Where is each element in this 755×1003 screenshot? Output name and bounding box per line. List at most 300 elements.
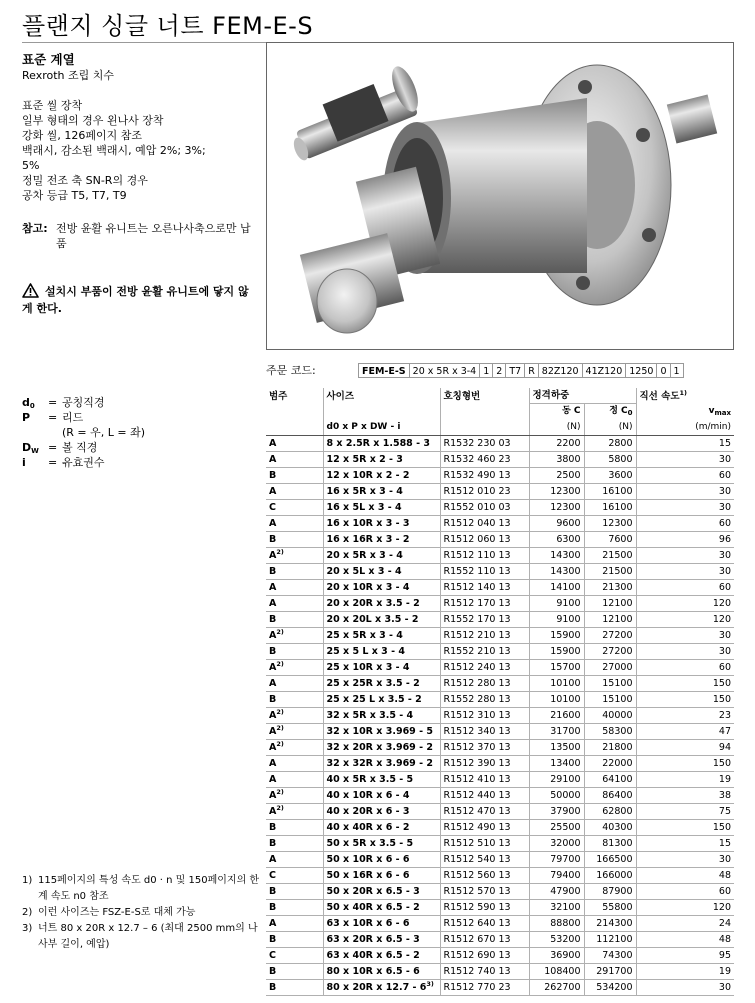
cell-size: 50 x 5R x 3.5 - 5	[326, 837, 414, 849]
cell-size: 8 x 2.5R x 1.588 - 3	[326, 437, 430, 449]
cell-dynamic-load: 36900	[550, 949, 581, 961]
feature-item: 백래시, 감소된 백래시, 예압 2%; 3%;	[22, 144, 206, 157]
cell-static-load: 21500	[602, 565, 633, 577]
order-code-cell: 20 x 5R x 3-4	[409, 363, 480, 378]
cell-dynamic-load: 13400	[550, 757, 581, 769]
cell-speed: 94	[718, 741, 731, 753]
cell-static-load: 74300	[602, 949, 633, 961]
cell-type: B	[269, 645, 277, 657]
table-row	[266, 755, 734, 771]
table-row	[266, 899, 734, 915]
cell-part-number: R1512 040 13	[443, 517, 511, 529]
legend-row	[22, 425, 145, 440]
cell-speed: 150	[712, 757, 731, 769]
cell-static-load: 27000	[602, 661, 633, 673]
cell-speed: 48	[718, 869, 731, 881]
cell-type: A	[269, 725, 277, 737]
cell-part-number: R1512 770 23	[443, 981, 511, 993]
cell-size: 20 x 10R x 3 - 4	[326, 581, 410, 593]
table-row	[266, 483, 734, 499]
table-row	[266, 787, 734, 803]
feature-item: 정밀 전조 축 SN-R의 경우	[22, 174, 148, 187]
cell-speed: 120	[712, 613, 731, 625]
cell-dynamic-load: 10100	[550, 677, 581, 689]
cell-size: 25 x 25R x 3.5 - 2	[326, 677, 420, 689]
cell-size: 16 x 5R x 3 - 4	[326, 485, 403, 497]
table-row	[266, 947, 734, 963]
footnote-number: 3)	[22, 923, 33, 934]
cell-part-number: R1512 240 13	[443, 661, 511, 673]
legend-symbol: P	[22, 411, 31, 424]
order-code-cell: 2	[492, 363, 505, 378]
cell-part-number: R1552 280 13	[443, 693, 511, 705]
cell-dynamic-load: 32000	[550, 837, 581, 849]
cell-static-load: 16100	[602, 501, 633, 513]
legend-subscript: 0	[29, 402, 35, 410]
cell-part-number: R1532 460 23	[443, 453, 511, 465]
cell-dynamic-load: 50000	[550, 789, 581, 801]
table-row	[266, 771, 734, 787]
note-label: 참고:	[22, 222, 48, 235]
cell-type-footnote: 2)	[276, 707, 284, 716]
spec-table	[266, 388, 734, 996]
legend-symbol: i	[22, 456, 26, 469]
header-vmax-sub: max	[714, 409, 731, 418]
cell-size: 63 x 20R x 6.5 - 3	[326, 933, 420, 945]
cell-type: A	[269, 437, 277, 449]
order-code-cell: T7	[505, 363, 524, 378]
cell-type: A	[269, 597, 277, 609]
cell-speed: 30	[718, 853, 731, 865]
cell-dynamic-load: 31700	[550, 725, 581, 737]
cell-dynamic-load: 79400	[550, 869, 581, 881]
cell-type: B	[269, 533, 277, 545]
cell-speed: 96	[718, 533, 731, 545]
cell-speed: 19	[718, 965, 731, 977]
order-code-cell: 1	[670, 363, 684, 378]
legend-desc: 리드	[62, 411, 84, 424]
order-code-cell: 1250	[625, 363, 656, 378]
cell-type-footnote: 2)	[276, 723, 284, 732]
cell-part-number: R1512 340 13	[443, 725, 511, 737]
cell-speed: 120	[712, 901, 731, 913]
cell-size: 25 x 10R x 3 - 4	[326, 661, 410, 673]
cell-speed: 60	[718, 885, 731, 897]
cell-speed: 24	[718, 917, 731, 929]
cell-part-number: R1512 010 23	[443, 485, 511, 497]
cell-part-number: R1532 490 13	[443, 469, 511, 481]
legend-symbol: d	[22, 396, 30, 409]
cell-part-number: R1512 140 13	[443, 581, 511, 593]
cell-type: B	[269, 821, 277, 833]
feature-list	[22, 98, 254, 203]
legend-equals: =	[48, 456, 58, 469]
cell-speed: 60	[718, 517, 731, 529]
cell-part-number: R1532 230 03	[443, 437, 511, 449]
cell-dynamic-load: 2200	[556, 437, 581, 449]
cell-speed: 150	[712, 693, 731, 705]
cell-size: 32 x 5R x 3.5 - 4	[326, 709, 414, 721]
cell-static-load: 291700	[596, 965, 633, 977]
cell-static-load: 58300	[602, 725, 633, 737]
cell-static-load: 62800	[602, 805, 633, 817]
cell-speed: 75	[718, 805, 731, 817]
cell-type: A	[269, 453, 277, 465]
cell-part-number: R1512 540 13	[443, 853, 511, 865]
table-row	[266, 835, 734, 851]
cell-size: 12 x 5R x 2 - 3	[326, 453, 403, 465]
cell-size: 16 x 10R x 3 - 3	[326, 517, 410, 529]
cell-dynamic-load: 15900	[550, 629, 581, 641]
order-code	[266, 362, 684, 378]
cell-dynamic-load: 25500	[550, 821, 581, 833]
cell-static-load: 40000	[602, 709, 633, 721]
cell-static-load: 112100	[596, 933, 633, 945]
cell-type: C	[269, 869, 276, 881]
legend-row	[22, 455, 145, 470]
cell-speed: 19	[718, 773, 731, 785]
cell-part-number: R1512 110 13	[443, 549, 511, 561]
cell-size: 32 x 10R x 3.969 - 5	[326, 725, 433, 737]
spec-table-body	[266, 435, 734, 995]
cell-type: A	[269, 741, 277, 753]
cell-type: A	[269, 661, 277, 673]
cell-dynamic-load: 9600	[556, 517, 581, 529]
header-load-rating: 정격하중	[529, 388, 636, 404]
header-unit-static: (N)	[584, 419, 636, 435]
cell-speed: 30	[718, 453, 731, 465]
cell-dynamic-load: 9100	[556, 597, 581, 609]
cell-dynamic-load: 2500	[556, 469, 581, 481]
cell-part-number: R1512 590 13	[443, 901, 511, 913]
cell-static-load: 21500	[602, 549, 633, 561]
cell-dynamic-load: 262700	[544, 981, 581, 993]
feature-item: 일부 형태의 경우 왼나사 장착	[22, 114, 164, 127]
cell-size: 40 x 20R x 6 - 3	[326, 805, 410, 817]
cell-size-footnote: 3)	[426, 979, 434, 988]
cell-dynamic-load: 14300	[550, 549, 581, 561]
cell-static-load: 534200	[596, 981, 633, 993]
cell-part-number: R1552 010 03	[443, 501, 511, 513]
cell-part-number: R1512 060 13	[443, 533, 511, 545]
section-title: 표준 계열	[22, 52, 75, 67]
cell-type-footnote: 2)	[276, 787, 284, 796]
table-row	[266, 963, 734, 979]
page-title: 플랜지 싱글 너트 FEM-E-S	[22, 12, 314, 40]
cell-type-footnote: 2)	[276, 659, 284, 668]
cell-type: B	[269, 837, 277, 849]
legend-desc: 공칭직경	[62, 396, 105, 409]
footnote-number: 1)	[22, 875, 33, 886]
cell-size: 63 x 10R x 6 - 6	[326, 917, 410, 929]
order-code-cell: 41Z120	[582, 363, 626, 378]
cell-dynamic-load: 53200	[550, 933, 581, 945]
cell-type: B	[269, 613, 277, 625]
cell-size: 32 x 20R x 3.969 - 2	[326, 741, 433, 753]
cell-static-load: 166000	[596, 869, 633, 881]
legend-equals: =	[48, 411, 58, 424]
cell-size: 32 x 32R x 3.969 - 2	[326, 757, 433, 769]
cell-size: 25 x 5 L x 3 - 4	[326, 645, 405, 657]
order-code-cell: 0	[656, 363, 669, 378]
cell-dynamic-load: 13500	[550, 741, 581, 753]
cell-part-number: R1512 370 13	[443, 741, 511, 753]
cell-speed: 60	[718, 469, 731, 481]
legend-row	[22, 395, 145, 410]
cell-type: A	[269, 805, 277, 817]
cell-type: A	[269, 677, 277, 689]
cell-dynamic-load: 32100	[550, 901, 581, 913]
footnote-text: 너트 80 x 20R x 12.7 – 6 (최대 2500 mm의 나사부 길이, 예압)	[38, 923, 258, 950]
cell-type: B	[269, 469, 277, 481]
order-code-cell: 82Z120	[538, 363, 582, 378]
table-row	[266, 531, 734, 547]
cell-static-load: 21800	[602, 741, 633, 753]
cell-static-load: 5800	[608, 453, 633, 465]
cell-static-load: 7600	[608, 533, 633, 545]
cell-type: A	[269, 853, 277, 865]
cell-size: 20 x 20R x 3.5 - 2	[326, 597, 420, 609]
legend-symbol: D	[22, 441, 32, 454]
cell-part-number: R1512 740 13	[443, 965, 511, 977]
header-static-load: 정 C	[609, 406, 628, 417]
cell-type: B	[269, 693, 277, 705]
cell-dynamic-load: 6300	[556, 533, 581, 545]
cell-type-footnote: 2)	[276, 803, 284, 812]
cell-static-load: 12100	[602, 597, 633, 609]
cell-dynamic-load: 37900	[550, 805, 581, 817]
cell-dynamic-load: 9100	[556, 613, 581, 625]
header-part-number: 호칭형번	[440, 388, 529, 404]
cell-size: 80 x 20R x 12.7 - 6	[326, 981, 427, 993]
cell-part-number: R1552 170 13	[443, 613, 511, 625]
cell-dynamic-load: 21600	[550, 709, 581, 721]
table-row	[266, 467, 734, 483]
table-row	[266, 547, 734, 563]
table-row	[266, 931, 734, 947]
cell-part-number: R1512 310 13	[443, 709, 511, 721]
cell-dynamic-load: 88800	[550, 917, 581, 929]
ball-screw-nut-illustration	[267, 43, 734, 350]
cell-part-number: R1512 470 13	[443, 805, 511, 817]
cell-static-load: 27200	[602, 629, 633, 641]
warning-text: 설치시 부품이 전방 윤활 유니트에 닿지 않게 한다.	[22, 285, 249, 315]
cell-type: A	[269, 917, 277, 929]
cell-type: B	[269, 885, 277, 897]
cell-part-number: R1512 280 13	[443, 677, 511, 689]
cell-speed: 38	[718, 789, 731, 801]
header-unit-speed: (m/min)	[636, 419, 734, 435]
table-row	[266, 867, 734, 883]
cell-dynamic-load: 108400	[544, 965, 581, 977]
note-text: 전방 윤활 유니트는 오른나사축으로만 납품	[56, 222, 251, 250]
cell-type-footnote: 2)	[276, 739, 284, 748]
cell-type: A	[269, 789, 277, 801]
header-size-formula: d0 x P x DW - i	[323, 419, 440, 435]
table-row	[266, 707, 734, 723]
product-image	[266, 42, 734, 350]
cell-speed: 15	[718, 837, 731, 849]
cell-size: 50 x 10R x 6 - 6	[326, 853, 410, 865]
cell-type: A	[269, 709, 277, 721]
header-unit-dynamic: (N)	[529, 419, 584, 435]
table-row	[266, 851, 734, 867]
cell-size: 16 x 16R x 3 - 2	[326, 533, 410, 545]
cell-dynamic-load: 3800	[556, 453, 581, 465]
order-code-cell: 1	[479, 363, 492, 378]
order-code-label: 주문 코드:	[266, 364, 316, 377]
cell-size: 40 x 40R x 6 - 2	[326, 821, 410, 833]
cell-type: B	[269, 933, 277, 945]
cell-dynamic-load: 14300	[550, 565, 581, 577]
footnote-number: 2)	[22, 907, 33, 918]
cell-speed: 60	[718, 581, 731, 593]
cell-type: A	[269, 549, 277, 561]
table-row	[266, 499, 734, 515]
cell-static-load: 214300	[596, 917, 633, 929]
cell-part-number: R1512 670 13	[443, 933, 511, 945]
footnote	[22, 921, 262, 953]
cell-dynamic-load: 14100	[550, 581, 581, 593]
cell-dynamic-load: 29100	[550, 773, 581, 785]
header-vmax: v	[708, 406, 715, 417]
cell-speed: 48	[718, 933, 731, 945]
cell-static-load: 21300	[602, 581, 633, 593]
cell-speed: 15	[718, 437, 731, 449]
cell-speed: 30	[718, 645, 731, 657]
cell-speed: 95	[718, 949, 731, 961]
footnote-text: 이런 사이즈는 FSZ-E-S로 대체 가능	[38, 907, 196, 918]
footnote-text: 115페이지의 특성 속도 d0 · n 및 150페이지의 한계 속도 n0 참조	[38, 875, 260, 902]
header-speed-footnote: 1)	[679, 388, 688, 397]
cell-type: A	[269, 629, 277, 641]
cell-static-load: 16100	[602, 485, 633, 497]
table-row	[266, 675, 734, 691]
cell-dynamic-load: 79700	[550, 853, 581, 865]
cell-static-load: 22000	[602, 757, 633, 769]
cell-size: 20 x 5L x 3 - 4	[326, 565, 402, 577]
footnote	[22, 873, 262, 905]
cell-size: 63 x 40R x 6.5 - 2	[326, 949, 420, 961]
cell-type: B	[269, 965, 277, 977]
warning	[22, 283, 254, 317]
cell-part-number: R1512 640 13	[443, 917, 511, 929]
cell-part-number: R1512 510 13	[443, 837, 511, 849]
header-dynamic-load: 동 C	[529, 404, 584, 420]
cell-type: A	[269, 773, 277, 785]
table-row	[266, 579, 734, 595]
table-row	[266, 643, 734, 659]
cell-speed: 30	[718, 629, 731, 641]
table-row	[266, 435, 734, 451]
table-row	[266, 915, 734, 931]
feature-item: 강화 씰, 126페이지 참조	[22, 129, 142, 142]
section-subtitle: Rexroth 조립 치수	[22, 69, 115, 82]
cell-static-load: 3600	[608, 469, 633, 481]
table-row	[266, 515, 734, 531]
cell-part-number: R1512 560 13	[443, 869, 511, 881]
legend-desc: (R = 우, L = 좌)	[62, 426, 146, 439]
legend-row	[22, 410, 145, 425]
cell-type: A	[269, 581, 277, 593]
cell-speed: 30	[718, 485, 731, 497]
cell-part-number: R1512 570 13	[443, 885, 511, 897]
cell-size: 50 x 16R x 6 - 6	[326, 869, 410, 881]
footnotes	[22, 873, 262, 953]
cell-dynamic-load: 15900	[550, 645, 581, 657]
legend-equals: =	[48, 396, 58, 409]
header-type: 범주	[266, 388, 323, 404]
cell-size: 12 x 10R x 2 - 2	[326, 469, 410, 481]
legend-desc: 유효권수	[62, 456, 105, 469]
cell-static-load: 2800	[608, 437, 633, 449]
table-row	[266, 451, 734, 467]
cell-part-number: R1512 690 13	[443, 949, 511, 961]
table-row	[266, 803, 734, 819]
cell-size: 20 x 20L x 3.5 - 2	[326, 613, 419, 625]
order-code-cell: FEM-E-S	[358, 363, 409, 378]
cell-part-number: R1512 210 13	[443, 629, 511, 641]
cell-size: 25 x 5R x 3 - 4	[326, 629, 403, 641]
cell-static-load: 55800	[602, 901, 633, 913]
cell-type-footnote: 2)	[276, 627, 284, 636]
feature-item: 표준 씰 장착	[22, 99, 83, 112]
cell-part-number: R1512 410 13	[443, 773, 511, 785]
warning-icon	[22, 283, 39, 298]
footnote	[22, 905, 262, 921]
cell-static-load: 40300	[602, 821, 633, 833]
table-row	[266, 819, 734, 835]
cell-static-load: 86400	[602, 789, 633, 801]
table-row	[266, 595, 734, 611]
table-row	[266, 611, 734, 627]
cell-speed: 23	[718, 709, 731, 721]
cell-static-load: 12100	[602, 613, 633, 625]
cell-part-number: R1512 490 13	[443, 821, 511, 833]
feature-item: 5%	[22, 159, 40, 172]
cell-size: 16 x 5L x 3 - 4	[326, 501, 402, 513]
cell-type: C	[269, 501, 276, 513]
cell-size: 50 x 20R x 6.5 - 3	[326, 885, 420, 897]
cell-type: C	[269, 949, 276, 961]
cell-static-load: 15100	[602, 693, 633, 705]
cell-static-load: 87900	[602, 885, 633, 897]
cell-dynamic-load: 12300	[550, 485, 581, 497]
cell-type: A	[269, 485, 277, 497]
cell-part-number: R1552 210 13	[443, 645, 511, 657]
legend-row	[22, 440, 145, 455]
table-row	[266, 627, 734, 643]
cell-static-load: 64100	[602, 773, 633, 785]
table-row	[266, 563, 734, 579]
header-speed: 직선 속도	[639, 390, 680, 402]
cell-type: B	[269, 981, 277, 993]
legend-desc: 볼 직경	[62, 441, 98, 454]
cell-type: A	[269, 757, 277, 769]
cell-size: 40 x 10R x 6 - 4	[326, 789, 410, 801]
legend-subscript: W	[31, 447, 39, 455]
cell-static-load: 12300	[602, 517, 633, 529]
legend-symbol	[22, 425, 48, 440]
cell-static-load: 81300	[602, 837, 633, 849]
order-code-cell: R	[524, 363, 538, 378]
symbol-legend	[22, 395, 145, 470]
table-row	[266, 883, 734, 899]
cell-speed: 150	[712, 821, 731, 833]
cell-speed: 120	[712, 597, 731, 609]
cell-speed: 60	[718, 661, 731, 673]
cell-part-number: R1552 110 13	[443, 565, 511, 577]
